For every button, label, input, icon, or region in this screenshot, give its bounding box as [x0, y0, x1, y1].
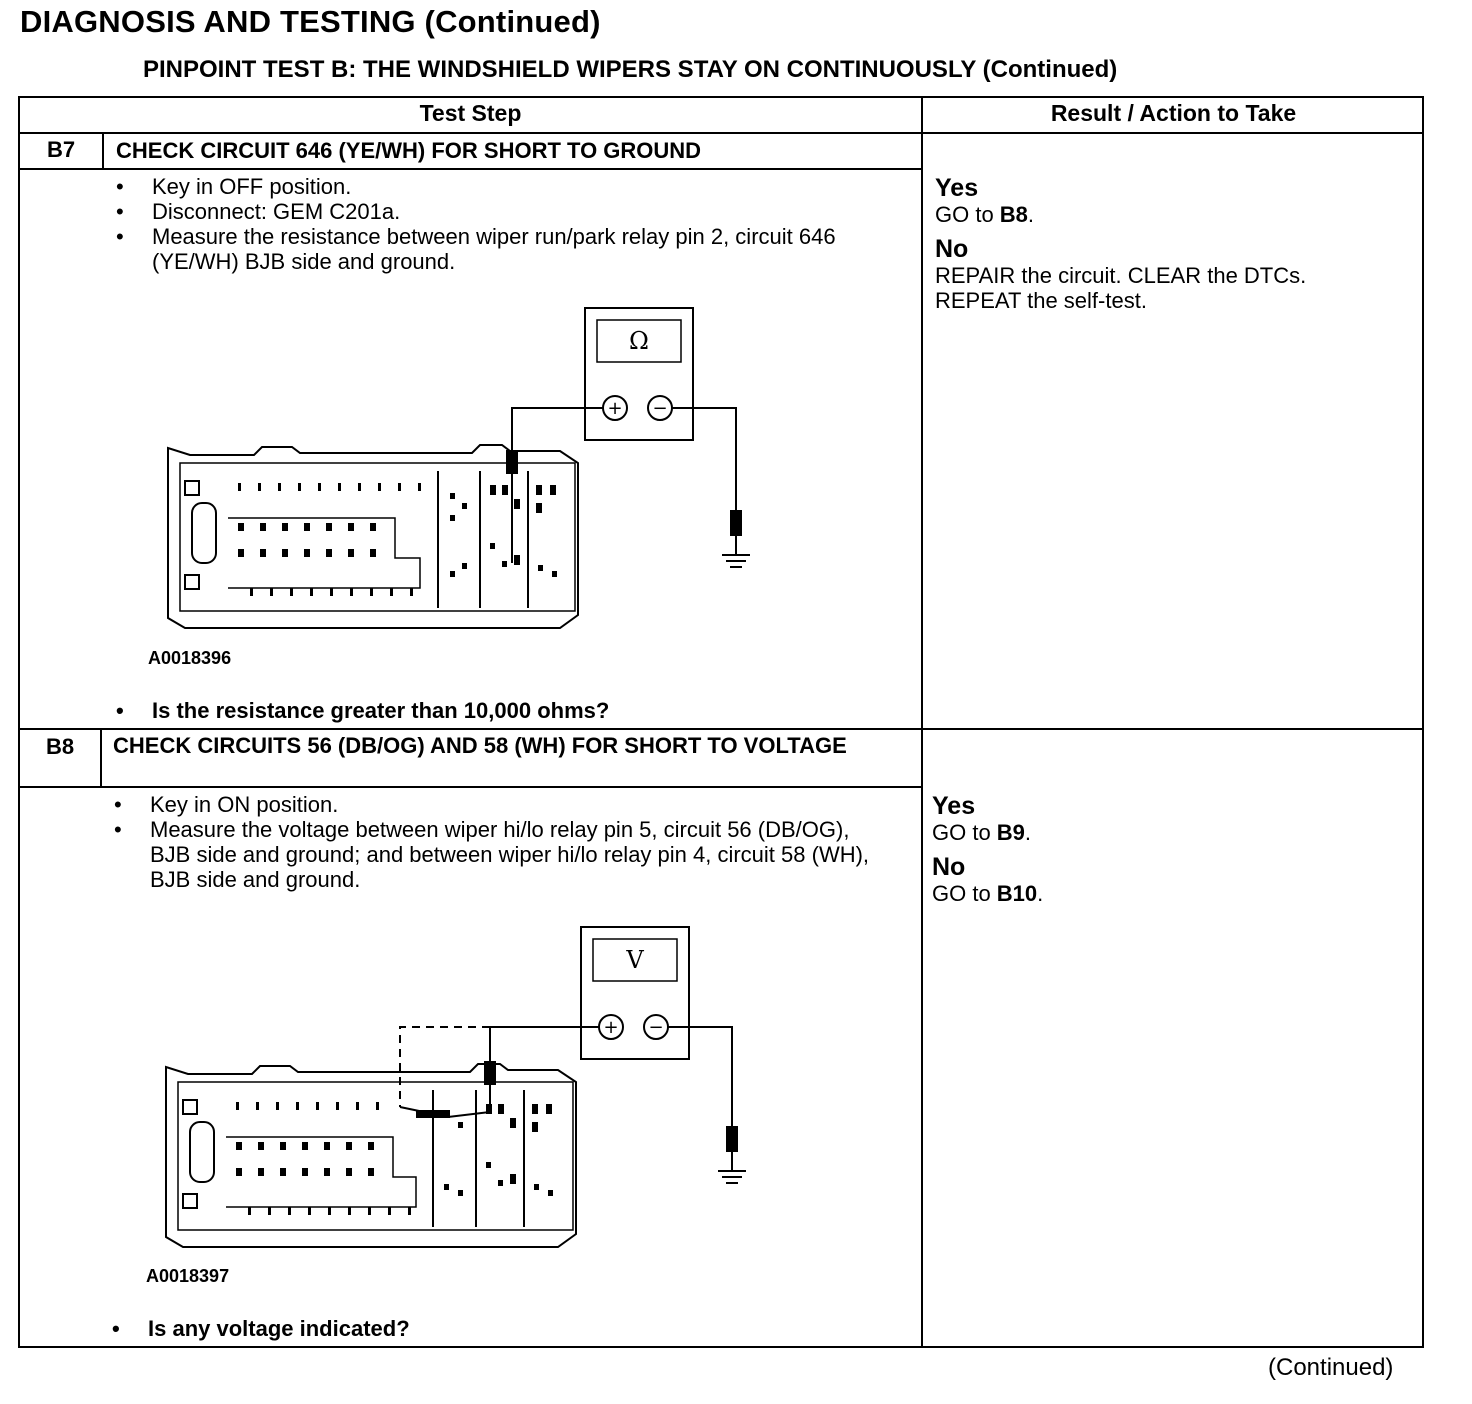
yes-label: Yes	[932, 792, 976, 820]
step-id: B7	[46, 137, 76, 162]
instruction-item: • Key in ON position.	[112, 792, 882, 817]
page-heading: DIAGNOSIS AND TESTING (Continued)	[20, 4, 601, 39]
yes-label: Yes	[935, 174, 979, 202]
connector-pin-grid	[236, 1102, 553, 1215]
figure-id: A0018396	[148, 648, 232, 668]
instruction-list	[112, 792, 882, 892]
result-panel	[932, 792, 1412, 914]
instruction-item: • Measure the voltage between wiper hi/lo relay pin 5, circuit 56 (DB/OG), BJB side and ground; and between wiper hi/lo relay pin 4, circuit 58 (WH), BJB side and ground.	[112, 817, 882, 892]
continued-footer: (Continued)	[1268, 1354, 1394, 1381]
result-panel	[935, 174, 1415, 321]
instruction-list	[114, 174, 874, 274]
step-link[interactable]: B8	[999, 202, 1028, 227]
pinpoint-test-table	[18, 96, 1424, 1348]
yes-action: GO to B9.	[932, 820, 1032, 845]
step-title: CHECK CIRCUIT 646 (YE/WH) FOR SHORT TO GROUND	[116, 138, 702, 163]
column-header-result: Result / Action to Take	[1050, 100, 1297, 126]
svg-text:+: +	[603, 1017, 619, 1038]
voltage-test-diagram	[148, 922, 748, 1252]
svg-text:−: −	[648, 1017, 664, 1038]
column-header-test-step: Test Step	[419, 100, 522, 126]
no-action: REPAIR the circuit. CLEAR the DTCs. REPEAT the self-test.	[935, 263, 1307, 313]
connector-pin-grid	[238, 483, 557, 596]
no-label: No	[932, 853, 966, 881]
step-question: • Is the resistance greater than 10,000 ohms?	[114, 698, 609, 724]
ohm-symbol: Ω	[629, 327, 649, 355]
instruction-item: • Key in OFF position.	[114, 174, 874, 199]
table-title: PINPOINT TEST B: THE WINDSHIELD WIPERS STAY ON CONTINUOUSLY (Continued)	[143, 56, 1118, 83]
no-label: No	[935, 235, 969, 263]
figure-id: A0018397	[146, 1266, 230, 1286]
no-action: GO to B10.	[932, 881, 1044, 906]
instruction-item: • Disconnect: GEM C201a.	[114, 199, 874, 224]
svg-text:−: −	[652, 398, 668, 419]
step-link[interactable]: B9	[996, 820, 1025, 845]
step-question: • Is any voltage indicated?	[110, 1316, 410, 1342]
step-id: B8	[45, 734, 75, 759]
svg-text:+: +	[607, 398, 623, 419]
instruction-item: • Measure the resistance between wiper run/park relay pin 2, circuit 646 (YE/WH) BJB side and ground.	[114, 224, 874, 274]
resistance-test-diagram	[150, 303, 750, 633]
volt-symbol: V	[626, 946, 644, 974]
step-title: CHECK CIRCUITS 56 (DB/OG) AND 58 (WH) FOR SHORT TO VOLTAGE	[113, 733, 847, 758]
step-link[interactable]: B10	[996, 881, 1038, 906]
yes-action: GO to B8.	[935, 202, 1035, 227]
